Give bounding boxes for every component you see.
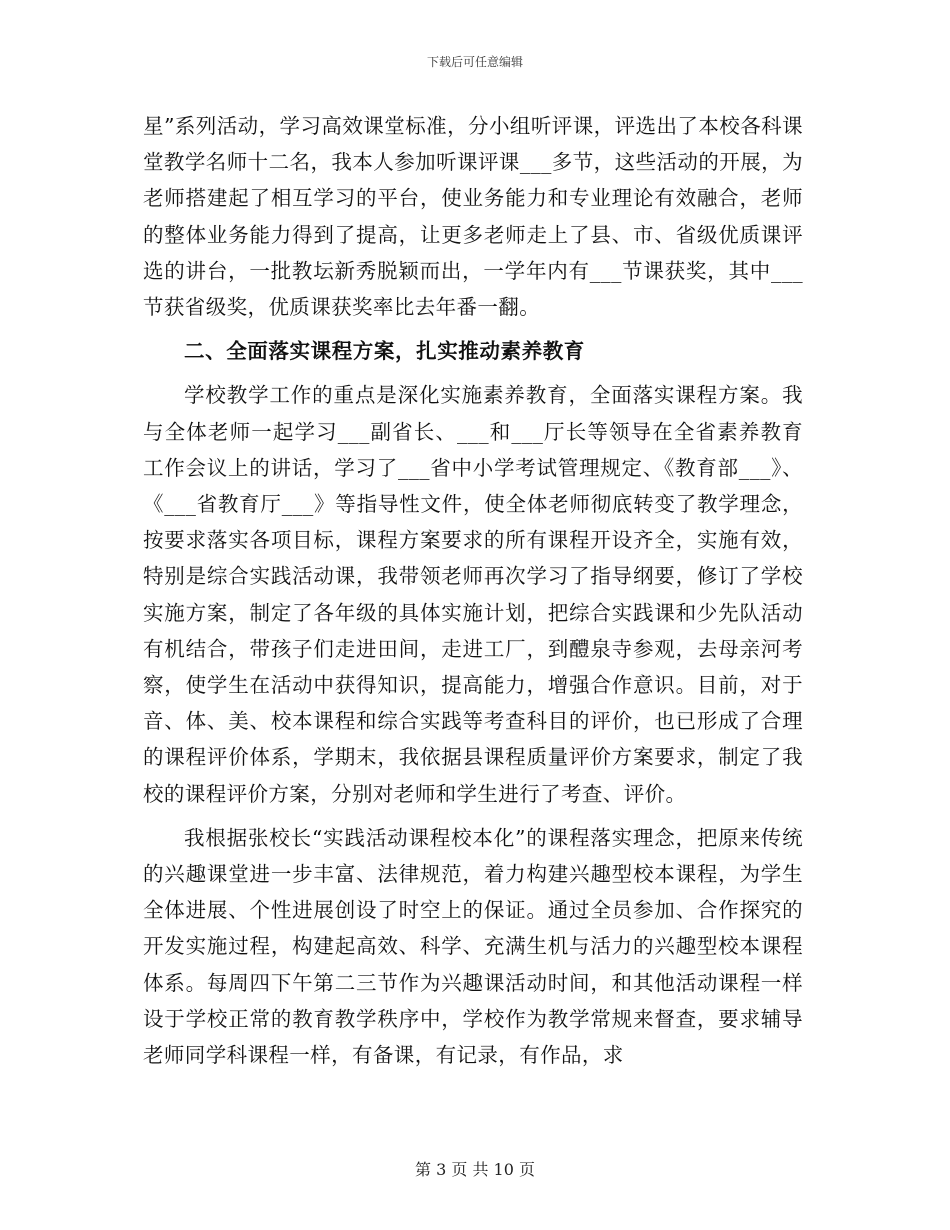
document-body	[143, 108, 803, 1073]
paragraph-spacer	[143, 369, 803, 377]
paragraph-activities: 星”系列活动，学习高效课堂标准，分小组听评课，评选出了本校各科课堂教学名师十二名，我本人参加听课评课___多节，这些活动的开展，为老师搭建起了相互学习的平台，使业务能力和专业理论有效融合，老师的整体业务能力得到了提高，让更多老师走上了县、市、省级优质课评选的讲台，一批教坛新秀脱颖而出，一学年内有___节课获奖，其中___节获省级奖，优质课获奖率比去年番一翻。	[143, 114, 803, 320]
paragraph-interest-courses: 我根据张校长“实践活动课程校本化”的课程落实理念，把原来传统的兴趣课堂进一步丰富、法律规范，着力构建兴趣型校本课程，为学生全体进展、个性进展创设了时空上的保证。通过全员参加、合作探究的开发实施过程，构建起高效、科学、充满生机与活力的兴趣型校本课程体系。每周四下午第二三节作为兴趣课活动时间，和其他活动课程一样设于学校正常的教育教学秩序中，学校作为教学常规来督查，要求辅导老师同学科课程一样，有备课，有记录，有作品，求	[143, 825, 803, 1068]
paragraph-curriculum: 学校教学工作的重点是深化实施素养教育，全面落实课程方案。我与全体老师一起学习___副省长、___和___厅长等领导在全省素养教育工作会议上的讲话，学习了___省中小学考试管理规定、《教育部___》、《___省教育厅___》等指导性文件，使全体老师彻底转变了教学理念，按要求落实各项目标，课程方案要求的所有课程开设齐全，实施有效，特别是综合实践活动课，我带领老师再次学习了指导纲要，修订了学校实施方案，制定了各年级的具体实施计划，把综合实践课和少先队活动有机结合，带孩子们走进田间，走进工厂，到醴泉寺参观，去母亲河考察，使学生在活动中获得知识，提高能力，增强合作意识。目前，对于音、体、美、校本课程和综合实践等考查科目的评价，也已形成了合理的课程评价体系，学期末，我依据县课程质量评价方案要求，制定了我校的课程评价方案，分别对老师和学生进行了考查、评价。	[143, 383, 803, 806]
section-heading-2: 二、全面落实课程方案，扎实推动素养教育	[184, 339, 585, 364]
paragraph-spacer	[143, 325, 803, 333]
paragraph-spacer	[143, 812, 803, 820]
page-number-footer: 第 3 页 共 10 页	[415, 1160, 535, 1179]
page-header-note: 下载后可任意编辑	[426, 55, 523, 69]
